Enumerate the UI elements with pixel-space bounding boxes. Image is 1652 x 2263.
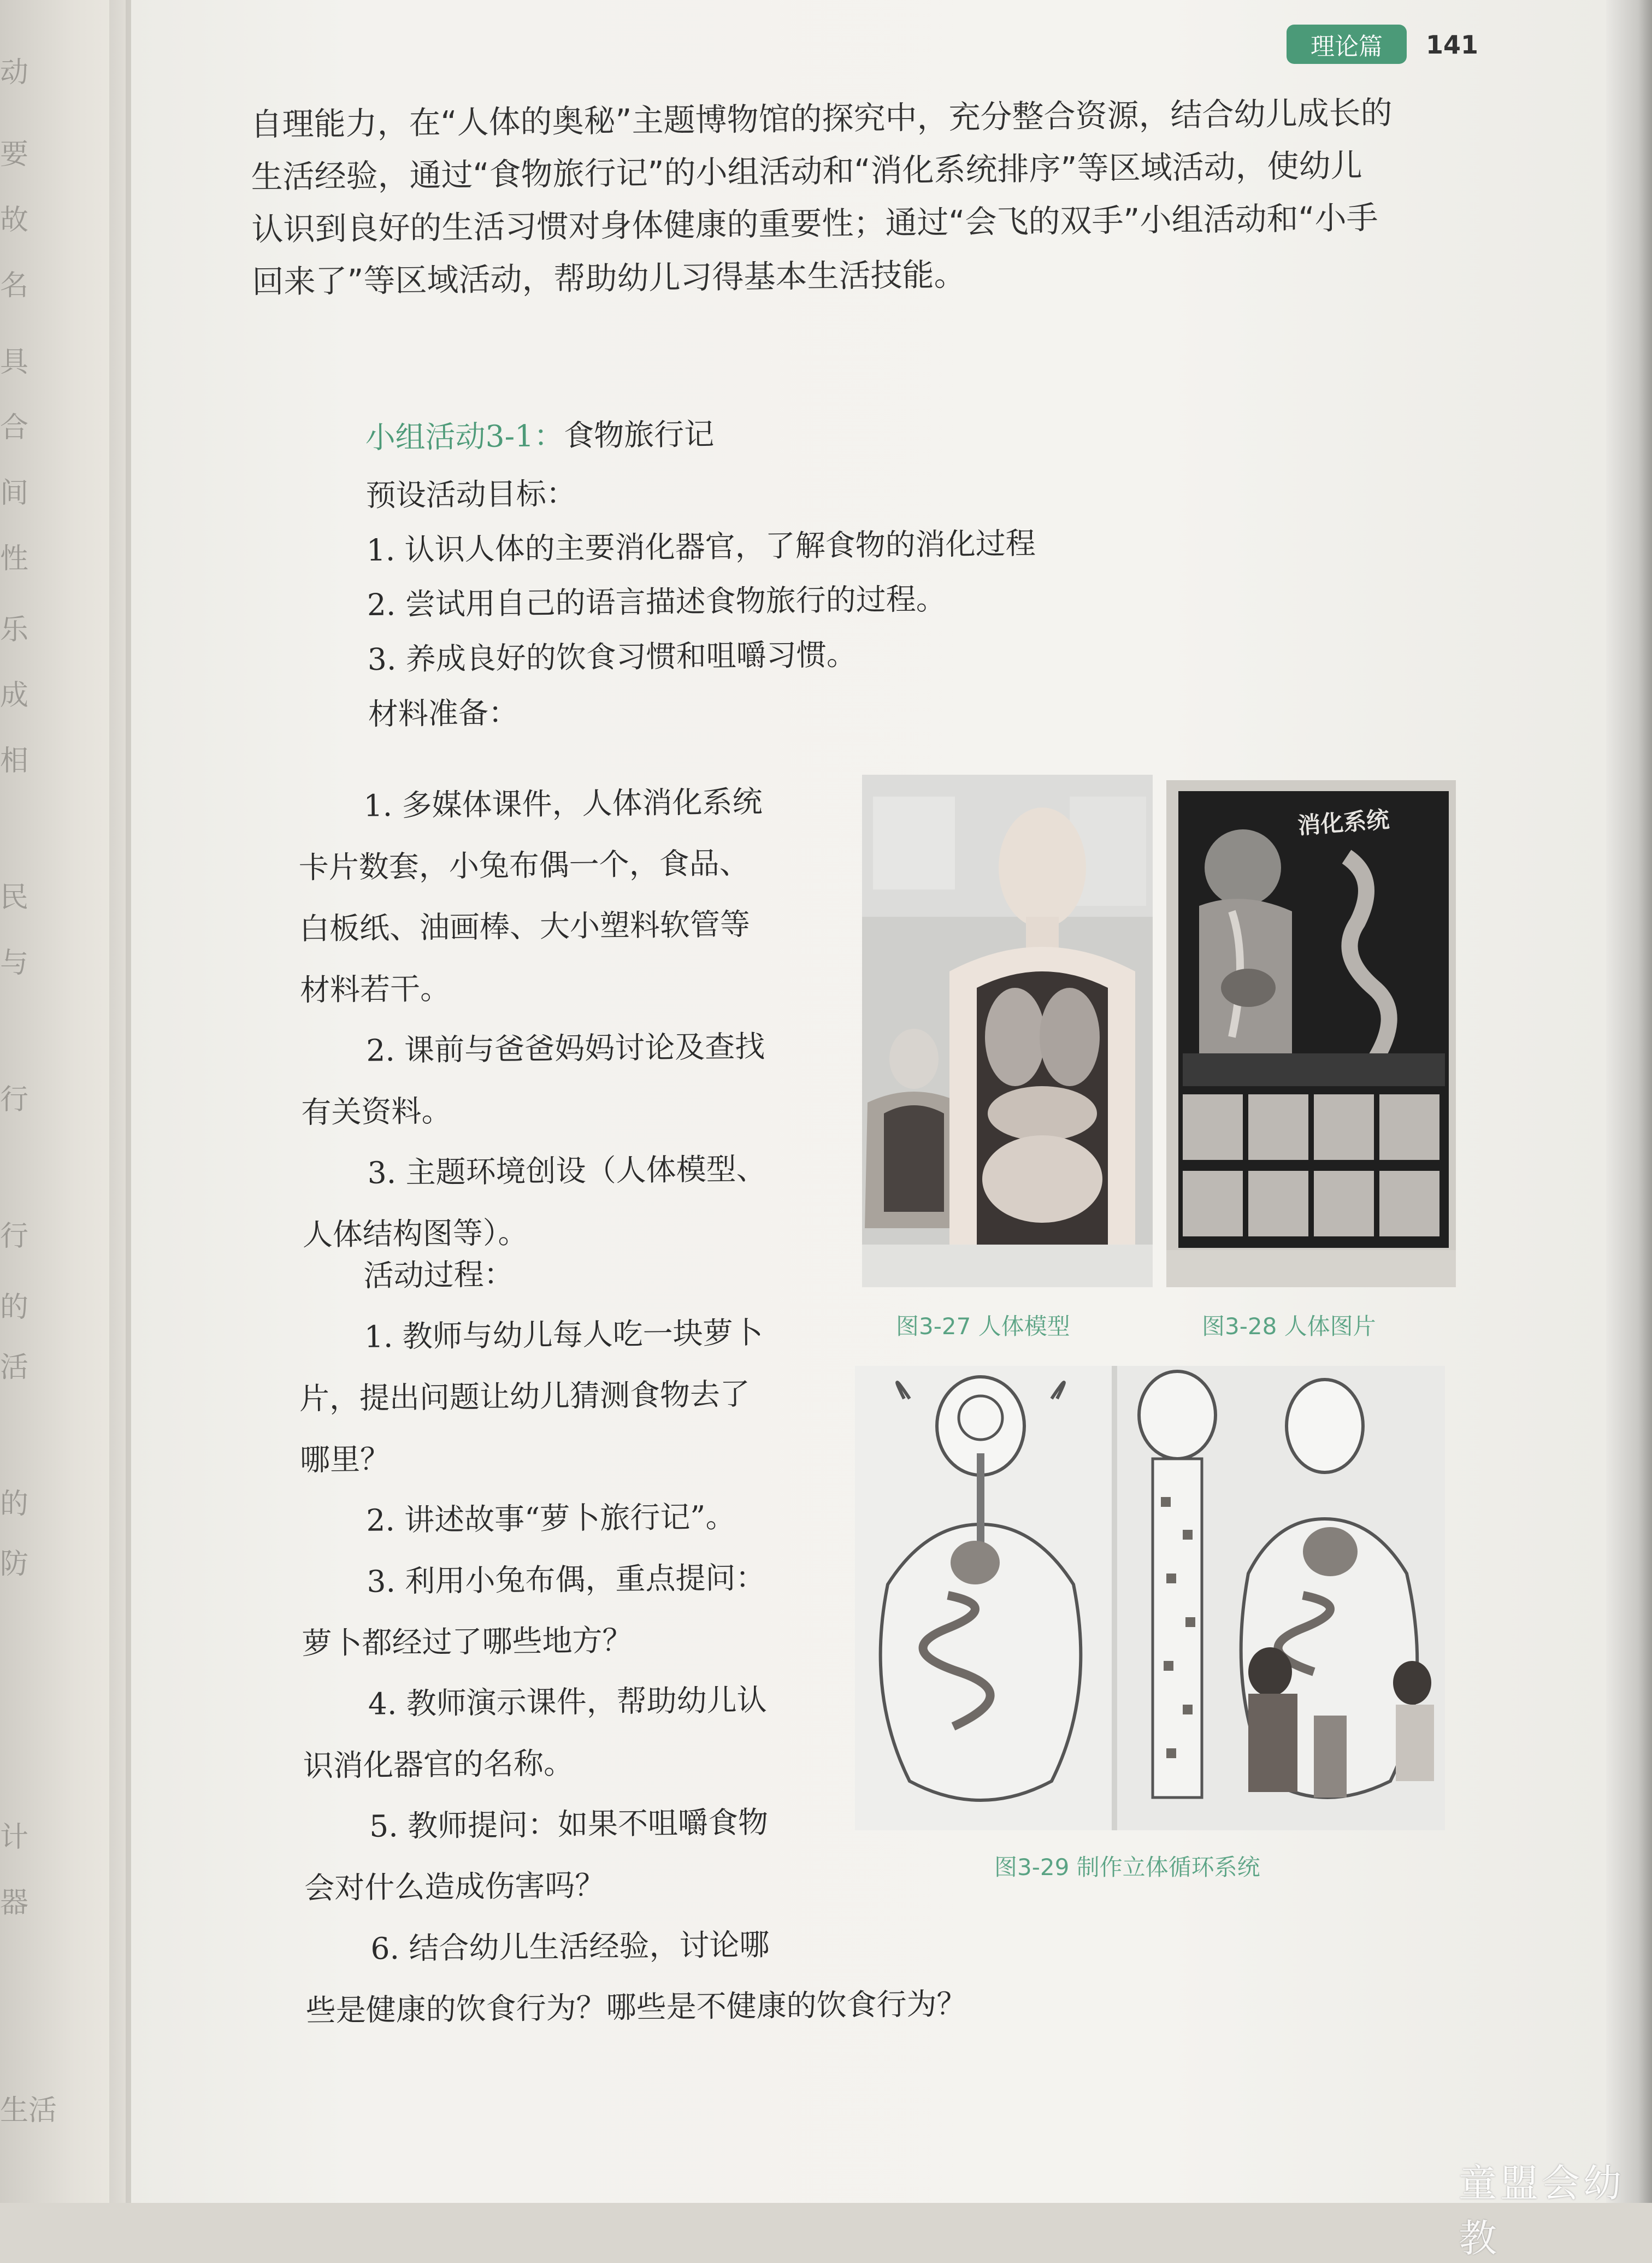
goals-heading: 预设活动目标： bbox=[365, 475, 577, 513]
process-line: 会对什么造成伤害吗？ bbox=[304, 1867, 605, 1906]
figure-3-28-photo bbox=[1166, 780, 1456, 1287]
intro-paragraph bbox=[250, 86, 1476, 308]
figure-3-27-photo bbox=[862, 775, 1153, 1287]
figure-3-29-caption: 图3-29 制作立体循环系统 bbox=[994, 1854, 1260, 1881]
figure-3-27-caption: 图3-27 人体模型 bbox=[896, 1313, 1070, 1340]
prev-page-glyph: 乐 bbox=[0, 614, 29, 646]
process-line: 6. 结合幼儿生活经验，讨论哪 bbox=[370, 1927, 770, 1966]
process-heading: 活动过程： bbox=[363, 1256, 514, 1293]
materials-line: 2. 课前与爸爸妈妈讨论及查找 bbox=[365, 1029, 765, 1068]
intro-line: 回来了”等区域活动，帮助幼儿习得基本生活技能。 bbox=[252, 256, 966, 300]
activity-top-block bbox=[365, 400, 1037, 741]
materials-line: 1. 多媒体课件，人体消化系统 bbox=[363, 784, 763, 823]
materials-line: 有关资料。 bbox=[301, 1093, 452, 1130]
prev-page-glyph: 生活 bbox=[0, 2094, 57, 2127]
intro-line: 生活经验，通过“食物旅行记”的小组活动和“消化系统排序”等区域活动，使幼儿 bbox=[251, 146, 1362, 196]
materials-line: 3. 主题环境创设（人体模型、 bbox=[367, 1151, 766, 1191]
prev-page-glyph: 行 bbox=[0, 1220, 29, 1253]
materials-block bbox=[298, 770, 849, 1265]
process-line: 5. 教师提问：如果不咀嚼食物 bbox=[369, 1805, 769, 1844]
materials-line: 人体结构图等）。 bbox=[302, 1215, 528, 1252]
activity-title bbox=[365, 400, 1035, 468]
prev-page-glyph: 计 bbox=[0, 1821, 29, 1854]
goal-item: 2. 尝试用自己的语言描述食物旅行的过程。 bbox=[367, 581, 947, 622]
prev-page-glyph: 成 bbox=[0, 679, 29, 712]
page-number: 141 bbox=[1426, 30, 1479, 60]
prev-page-glyph: 与 bbox=[0, 947, 29, 980]
intro-line: 自理能力，在“人体的奥秘”主题博物馆的探究中，充分整合资源，结合幼儿成长的 bbox=[250, 94, 1393, 143]
materials-line: 白板纸、油画棒、大小塑料软管等 bbox=[299, 906, 751, 946]
materials-heading: 材料准备： bbox=[368, 695, 519, 732]
materials-line: 材料若干。 bbox=[299, 971, 451, 1007]
section-tag: 理论篇 bbox=[1287, 25, 1407, 64]
process-line: 萝卜都经过了哪些地方？ bbox=[302, 1622, 633, 1661]
prev-page-glyph: 间 bbox=[0, 477, 29, 510]
previous-page-edge bbox=[0, 0, 126, 2203]
process-line: 片，提出问题让幼儿猜测食物去了 bbox=[299, 1376, 751, 1416]
prev-page-glyph: 的 bbox=[0, 1488, 29, 1521]
materials-line: 卡片数套，小兔布偶一个，食品、 bbox=[298, 845, 750, 885]
page-edge bbox=[1606, 0, 1652, 2203]
prev-page-glyph: 故 bbox=[0, 204, 29, 237]
watermark: 童盟会幼教 bbox=[1459, 2161, 1625, 2261]
process-line: 1. 教师与幼儿每人吃一块萝卜 bbox=[364, 1315, 764, 1354]
prev-page-glyph: 活 bbox=[0, 1351, 29, 1384]
goal-item: 1. 认识人体的主要消化器官，了解食物的消化过程 bbox=[366, 526, 1036, 568]
goal-item: 3. 养成良好的饮食习惯和咀嚼习惯。 bbox=[367, 637, 857, 677]
prev-page-glyph: 具 bbox=[0, 346, 29, 379]
poster-title: 消化系统 bbox=[1296, 806, 1390, 839]
prev-page-glyph: 要 bbox=[0, 138, 29, 171]
prev-page-glyph: 性 bbox=[0, 543, 29, 575]
figure-3-28-caption: 图3-28 人体图片 bbox=[1202, 1313, 1376, 1340]
prev-page-glyph: 相 bbox=[0, 745, 29, 777]
process-line: 4. 教师演示课件，帮助幼儿认 bbox=[368, 1682, 768, 1722]
prev-page-glyph: 名 bbox=[0, 269, 29, 302]
process-line: 哪里？ bbox=[299, 1441, 391, 1477]
prev-page-glyph: 合 bbox=[0, 411, 29, 444]
activity-title-label: 小组活动3-1： bbox=[365, 418, 564, 455]
prev-page-glyph: 民 bbox=[0, 881, 29, 914]
figure-3-29-photo bbox=[855, 1366, 1445, 1830]
process-line: 识消化器官的名称。 bbox=[303, 1745, 574, 1783]
process-line: 3. 利用小兔布偶，重点提问： bbox=[367, 1560, 766, 1599]
intro-line: 认识到良好的生活习惯对身体健康的重要性；通过“会飞的双手”小组活动和“小手 bbox=[251, 199, 1378, 248]
process-line: 些是健康的饮食行为？哪些是不健康的饮食行为？ bbox=[305, 1986, 967, 2028]
activity-title-text: 食物旅行记 bbox=[563, 416, 715, 453]
prev-page-glyph: 行 bbox=[0, 1083, 29, 1116]
prev-page-glyph: 动 bbox=[0, 56, 29, 89]
prev-page-glyph: 防 bbox=[0, 1548, 29, 1581]
process-line: 2. 讲述故事“萝卜旅行记”。 bbox=[365, 1499, 736, 1538]
prev-page-glyph: 的 bbox=[0, 1291, 29, 1324]
prev-page-glyph: 器 bbox=[0, 1887, 29, 1919]
